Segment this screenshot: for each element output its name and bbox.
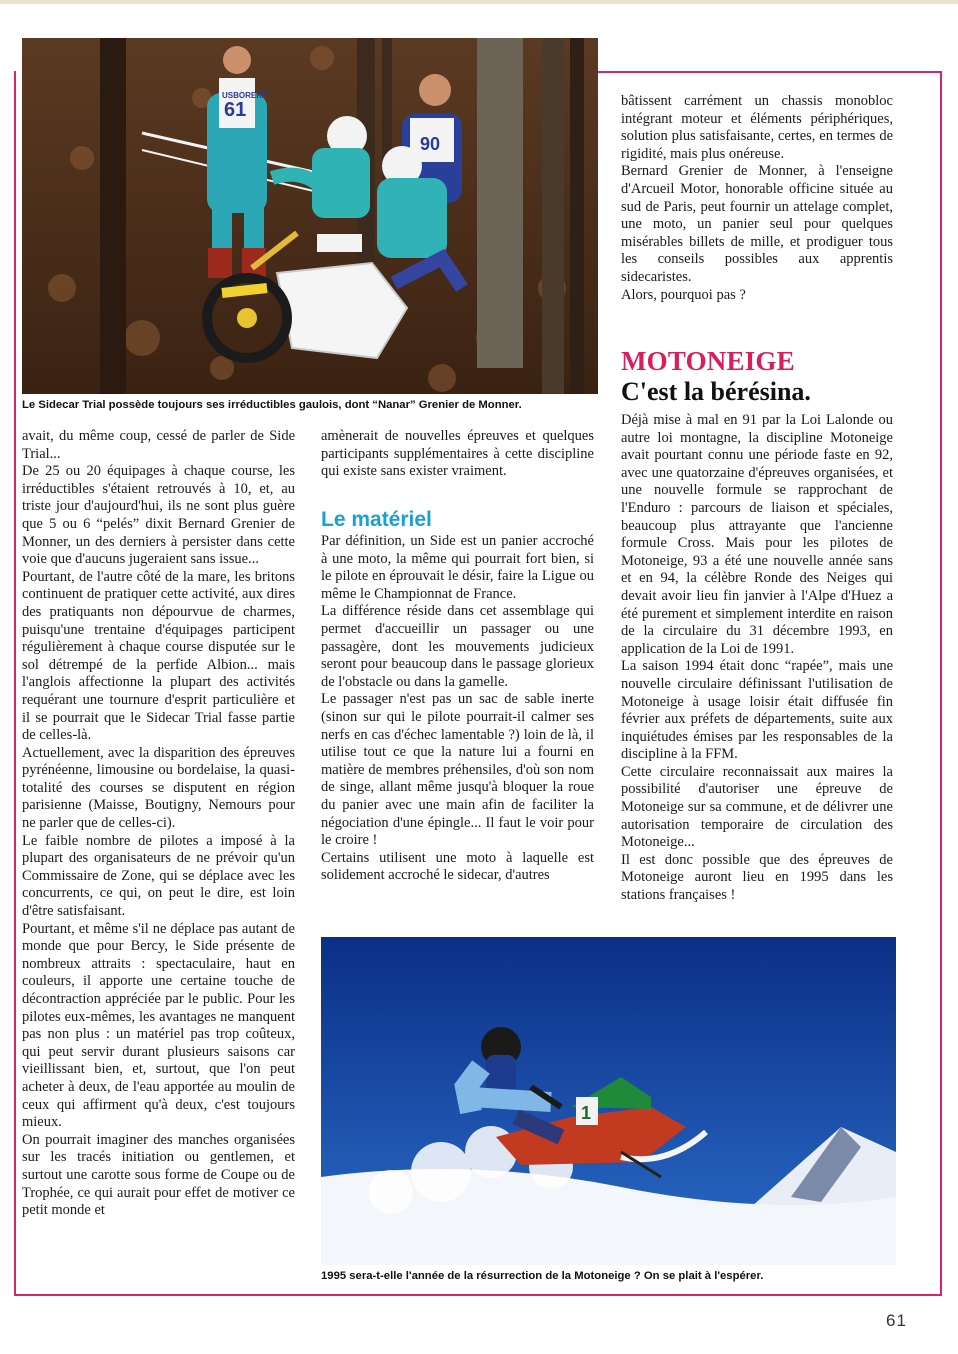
paragraph: Le passager n'est pas un sac de sable inerte (sinon sur qui le pilote pourrait-il calmer ses nerfs en cas d'échec lamentable ?) loin de là, il utilise tout ce que la nature lui a fourni en matière de membres préhensiles, d'où son nom de singe, allant même jusqu'à bloquer la roue du panier avec une main afin de faciliter la négociation d'une épingle... Il faut le voir pour le croire ! [321, 691, 594, 849]
article-column-2 [321, 428, 594, 481]
paragraph: Il est donc possible que des épreuves de Motoneige auront lieu en 1995 dans les stations françaises ! [621, 851, 893, 904]
paragraph: Bernard Grenier de Monner, à l'enseigne d'Arcueil Motor, honorable officine située au sud de Paris, peut fournir un attelage complet, une moto, un panier seul pour quelques misérables billets de mille, et prodiguer tous les conseils possibles aux apprentis sidecaristes. [621, 163, 893, 285]
frame-line-top [596, 71, 942, 73]
frame-line-right [940, 71, 942, 1296]
paragraph: Par définition, un Side est un panier accroché à une moto, la même qui pourrait fort bien, si le pilote en éprouvait le désir, faire la Ligue ou même le Championnat de France. [321, 533, 594, 602]
sponsor-label: USBOREKE [222, 91, 268, 100]
paragraph: Cette circulaire reconnaissait aux maires la possibilité d'autoriser une épreuve de Motoneige sur sa commune, et de délivrer une autorisation temporaire de circulation des Motoneige... [621, 763, 893, 851]
snowmobile-photo-caption: 1995 sera-t-elle l'année de la résurrection de la Motoneige ? On se plait à l'espérer. [321, 1270, 764, 1282]
page-number: 61 [886, 1311, 907, 1330]
paragraph: avait, du même coup, cessé de parler de Side Trial... [22, 428, 295, 462]
sidecar-photo-caption: Le Sidecar Trial possède toujours ses irréductibles gaulois, dont “Nanar” Grenier de Monner. [22, 399, 522, 411]
top-rule [0, 0, 958, 4]
paragraph: On pourrait imaginer des manches organisées sur les tracés initiation ou gentlemen, et surtout une carotte sous forme de Coupe ou de Trophée, ce qui aurait pour effet de motiver ce petit monde et [22, 1131, 295, 1219]
article-column-3-top [621, 93, 893, 304]
paragraph: Pourtant, et même s'il ne déplace pas autant de monde que pour Bercy, le Side présente de nombreux attraits : spectaculaire, haut en couleurs, il apporte une certaine touche de décontraction appréciée par le public. Pour les pilotes eux-mêmes, les avantages ne manquent pas non plus : un matériel pas trop coûteux, qui peut servir durant plusieurs saisons car vieillissant bien, et, surtout, que l'on peut acheter à deux, de l'eau apportée au moulin de ceux qui affirment qu'à deux, c'est toujours mieux. [22, 920, 295, 1131]
article-column-1 [22, 428, 295, 1220]
article-column-2-body [321, 533, 594, 885]
paragraph: De 25 ou 20 équipages à chaque course, les irréductibles s'étaient retrouvés à 10, et, au triste jour d'aujourd'hui, ils ne sont plus guère que 5 ou 6 “pelés” dixit Bernard Grenier de Monner, un des derniers à persister dans cette voie que d'aucuns jugeraient sans issue... [22, 463, 295, 568]
paragraph: Pourtant, de l'autre côté de la mare, les britons continuent de pratiquer cette activité, aux dires des pratiquants non dépourvue de charmes, puisqu'une trentaine d'équipages participent régulièrement à chaque course disputée sur le sol détrempé de la perfide Albion... mais l'anglois affectionne la plupart des activités requérant une tournure d'esprit particulière et il se pourrait que le Sidecar Trial fasse partie de celles-là. [22, 568, 295, 744]
paragraph: La différence réside dans cet assemblage qui permet d'accueillir un passager ou une passagère, dont les mouvements judicieux seront pour beaucoup dans le passage glorieux de l'obstacle ou dans la gamelle. [321, 603, 594, 690]
paragraph: amènerait de nouvelles épreuves et quelques participants supplémentaires à cette discipline qui existe sans exister vraiment. [321, 428, 594, 480]
paragraph: La saison 1994 était donc “rapée”, mais une nouvelle circulaire définissant l'utilisation de Motoneige à usage loisir était diffusée fin février aux préfets de départements, suite aux inquiétudes émises par les responsables de la discipline à la FFM. [621, 658, 893, 763]
motoneige-section-title: MOTONEIGE [621, 346, 795, 376]
frame-line-bottom [14, 1294, 942, 1296]
paragraph: Certains utilisent une moto à laquelle est solidement accroché le sidecar, d'autres [321, 849, 594, 884]
sidecar-trial-photo [22, 38, 598, 394]
paragraph: Actuellement, avec la disparition des épreuves pyrénéenne, limousine ou bordelaise, la quasi-totalité des courses se disputent en région parisienne (Maisse, Boutigny, Nemours pour ne parler que de celles-ci). [22, 744, 295, 832]
snowmobile-photo [321, 937, 896, 1265]
bib-number-1: 61 [224, 99, 247, 121]
bib-number-2: 90 [420, 134, 441, 154]
paragraph: Le faible nombre de pilotes a imposé à la plupart des organisateurs de ne prévoir qu'un Commissaire de Zone, qui se déplace avec les concurrents, ce qui, on peut le dire, est loin d'être satisfaisant. [22, 832, 295, 920]
paragraph: bâtissent carrément un chassis monobloc intégrant moteur et éléments périphériques, solution plus satisfaisante, certes, en termes de rigidité, mais plus onéreuse. [621, 93, 893, 162]
motoneige-section-subtitle: C'est la bérésina. [621, 377, 811, 406]
article-column-3 [621, 412, 893, 905]
frame-line-left [14, 71, 16, 1296]
materiel-heading: Le matériel [321, 508, 432, 531]
paragraph: Déjà mise à mal en 91 par la Loi Lalonde ou autre loi montagne, la discipline Motoneige avait pourtant connu une période faste en 92, avec une quatorzaine d'épreuves organisées, et une nouvelle formule se rapprochant de l'Enduro : parcours de liaison et spéciales, beaucoup plus attrayante que l'ancienne formule Cross. Mais pour les pilotes de Motoneige, 93 a été une nouvelle année sans et en 94, la célèbre Ronde des Neiges qui devait avoir lieu fin janvier à l'Alpe d'Huez a été purement et simplement interdite en raison de la circulaire du 31 décembre 1993, en application de la Loi de 1991. [621, 412, 893, 657]
paragraph: Alors, pourquoi pas ? [621, 286, 746, 303]
snowmobile-number: 1 [581, 1103, 592, 1123]
